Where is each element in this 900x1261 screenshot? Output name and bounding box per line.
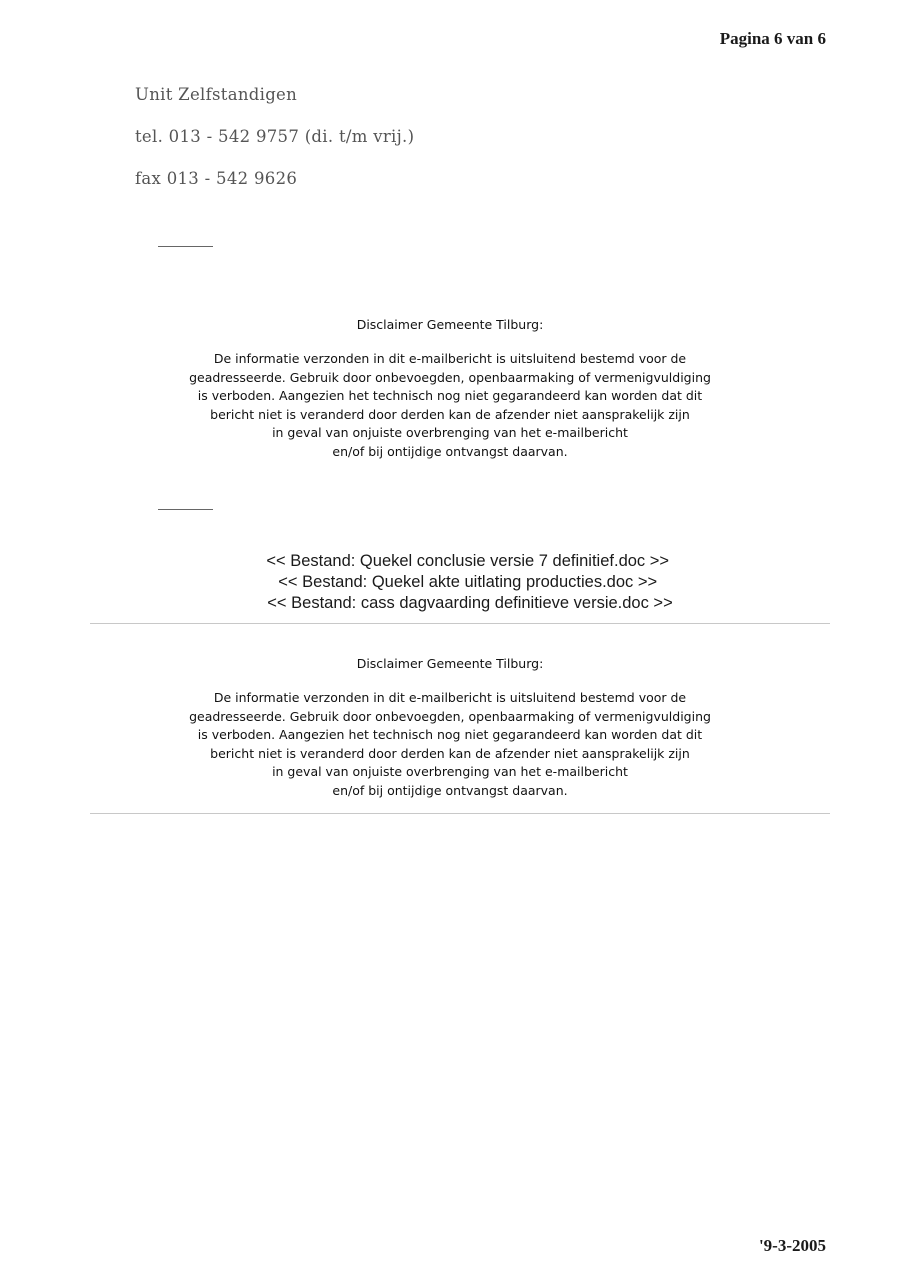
attachment-link[interactable]: << Bestand: cass dagvaarding definitieve versie.doc >> xyxy=(267,594,673,612)
separator-rule xyxy=(158,509,213,510)
disclaimer-title: Disclaimer Gemeente Tilburg: xyxy=(356,317,544,332)
disclaimer-line: bericht niet is veranderd door derden kan de afzender niet aansprakelijk zijn xyxy=(210,406,690,422)
disclaimer-line: geadresseerde. Gebruik door onbevoegden, openbaarmaking of vermenigvuldiging xyxy=(189,369,711,385)
disclaimer-line: is verboden. Aangezien het technisch nog niet gegarandeerd kan worden dat dit xyxy=(197,727,703,742)
disclaimer-title: Disclaimer Gemeente Tilburg: xyxy=(356,656,544,671)
disclaimer-line: is verboden. Aangezien het technisch nog niet gegarandeerd kan worden dat dit xyxy=(197,388,703,403)
disclaimer-line: en/of bij ontijdige ontvangst daarvan. xyxy=(332,782,568,798)
separator-rule xyxy=(158,246,213,247)
disclaimer-line: in geval van onjuiste overbrenging van het e-mailbericht xyxy=(272,764,628,779)
attachment-link[interactable]: << Bestand: Quekel akte uitlating producties.doc >> xyxy=(278,573,658,591)
disclaimer-line: De informatie verzonden in dit e-mailbericht is uitsluitend bestemd voor de xyxy=(213,690,687,705)
page-number: Pagina 6 van 6 xyxy=(719,29,826,48)
disclaimer-line: en/of bij ontijdige ontvangst daarvan. xyxy=(332,443,568,459)
disclaimer-block xyxy=(0,656,900,800)
disclaimer-line: geadresseerde. Gebruik door onbevoegden, openbaarmaking of vermenigvuldiging xyxy=(189,708,711,724)
attachment-link[interactable]: << Bestand: Quekel conclusie versie 7 definitief.doc >> xyxy=(266,552,670,570)
disclaimer-block xyxy=(0,317,900,461)
disclaimer-line: in geval van onjuiste overbrenging van het e-mailbericht xyxy=(272,425,628,440)
divider-rule xyxy=(90,813,830,814)
disclaimer-line: bericht niet is veranderd door derden kan de afzender niet aansprakelijk zijn xyxy=(210,745,690,761)
attachment-list xyxy=(120,551,820,614)
divider-rule xyxy=(90,623,830,624)
footer-date: '9-3-2005 xyxy=(758,1236,826,1255)
contact-unit: Unit Zelfstandigen xyxy=(135,85,298,104)
contact-fax: fax 013 - 542 9626 xyxy=(135,169,298,188)
contact-tel: tel. 013 - 542 9757 (di. t/m vrij.) xyxy=(135,127,415,146)
disclaimer-line: De informatie verzonden in dit e-mailbericht is uitsluitend bestemd voor de xyxy=(213,351,687,366)
